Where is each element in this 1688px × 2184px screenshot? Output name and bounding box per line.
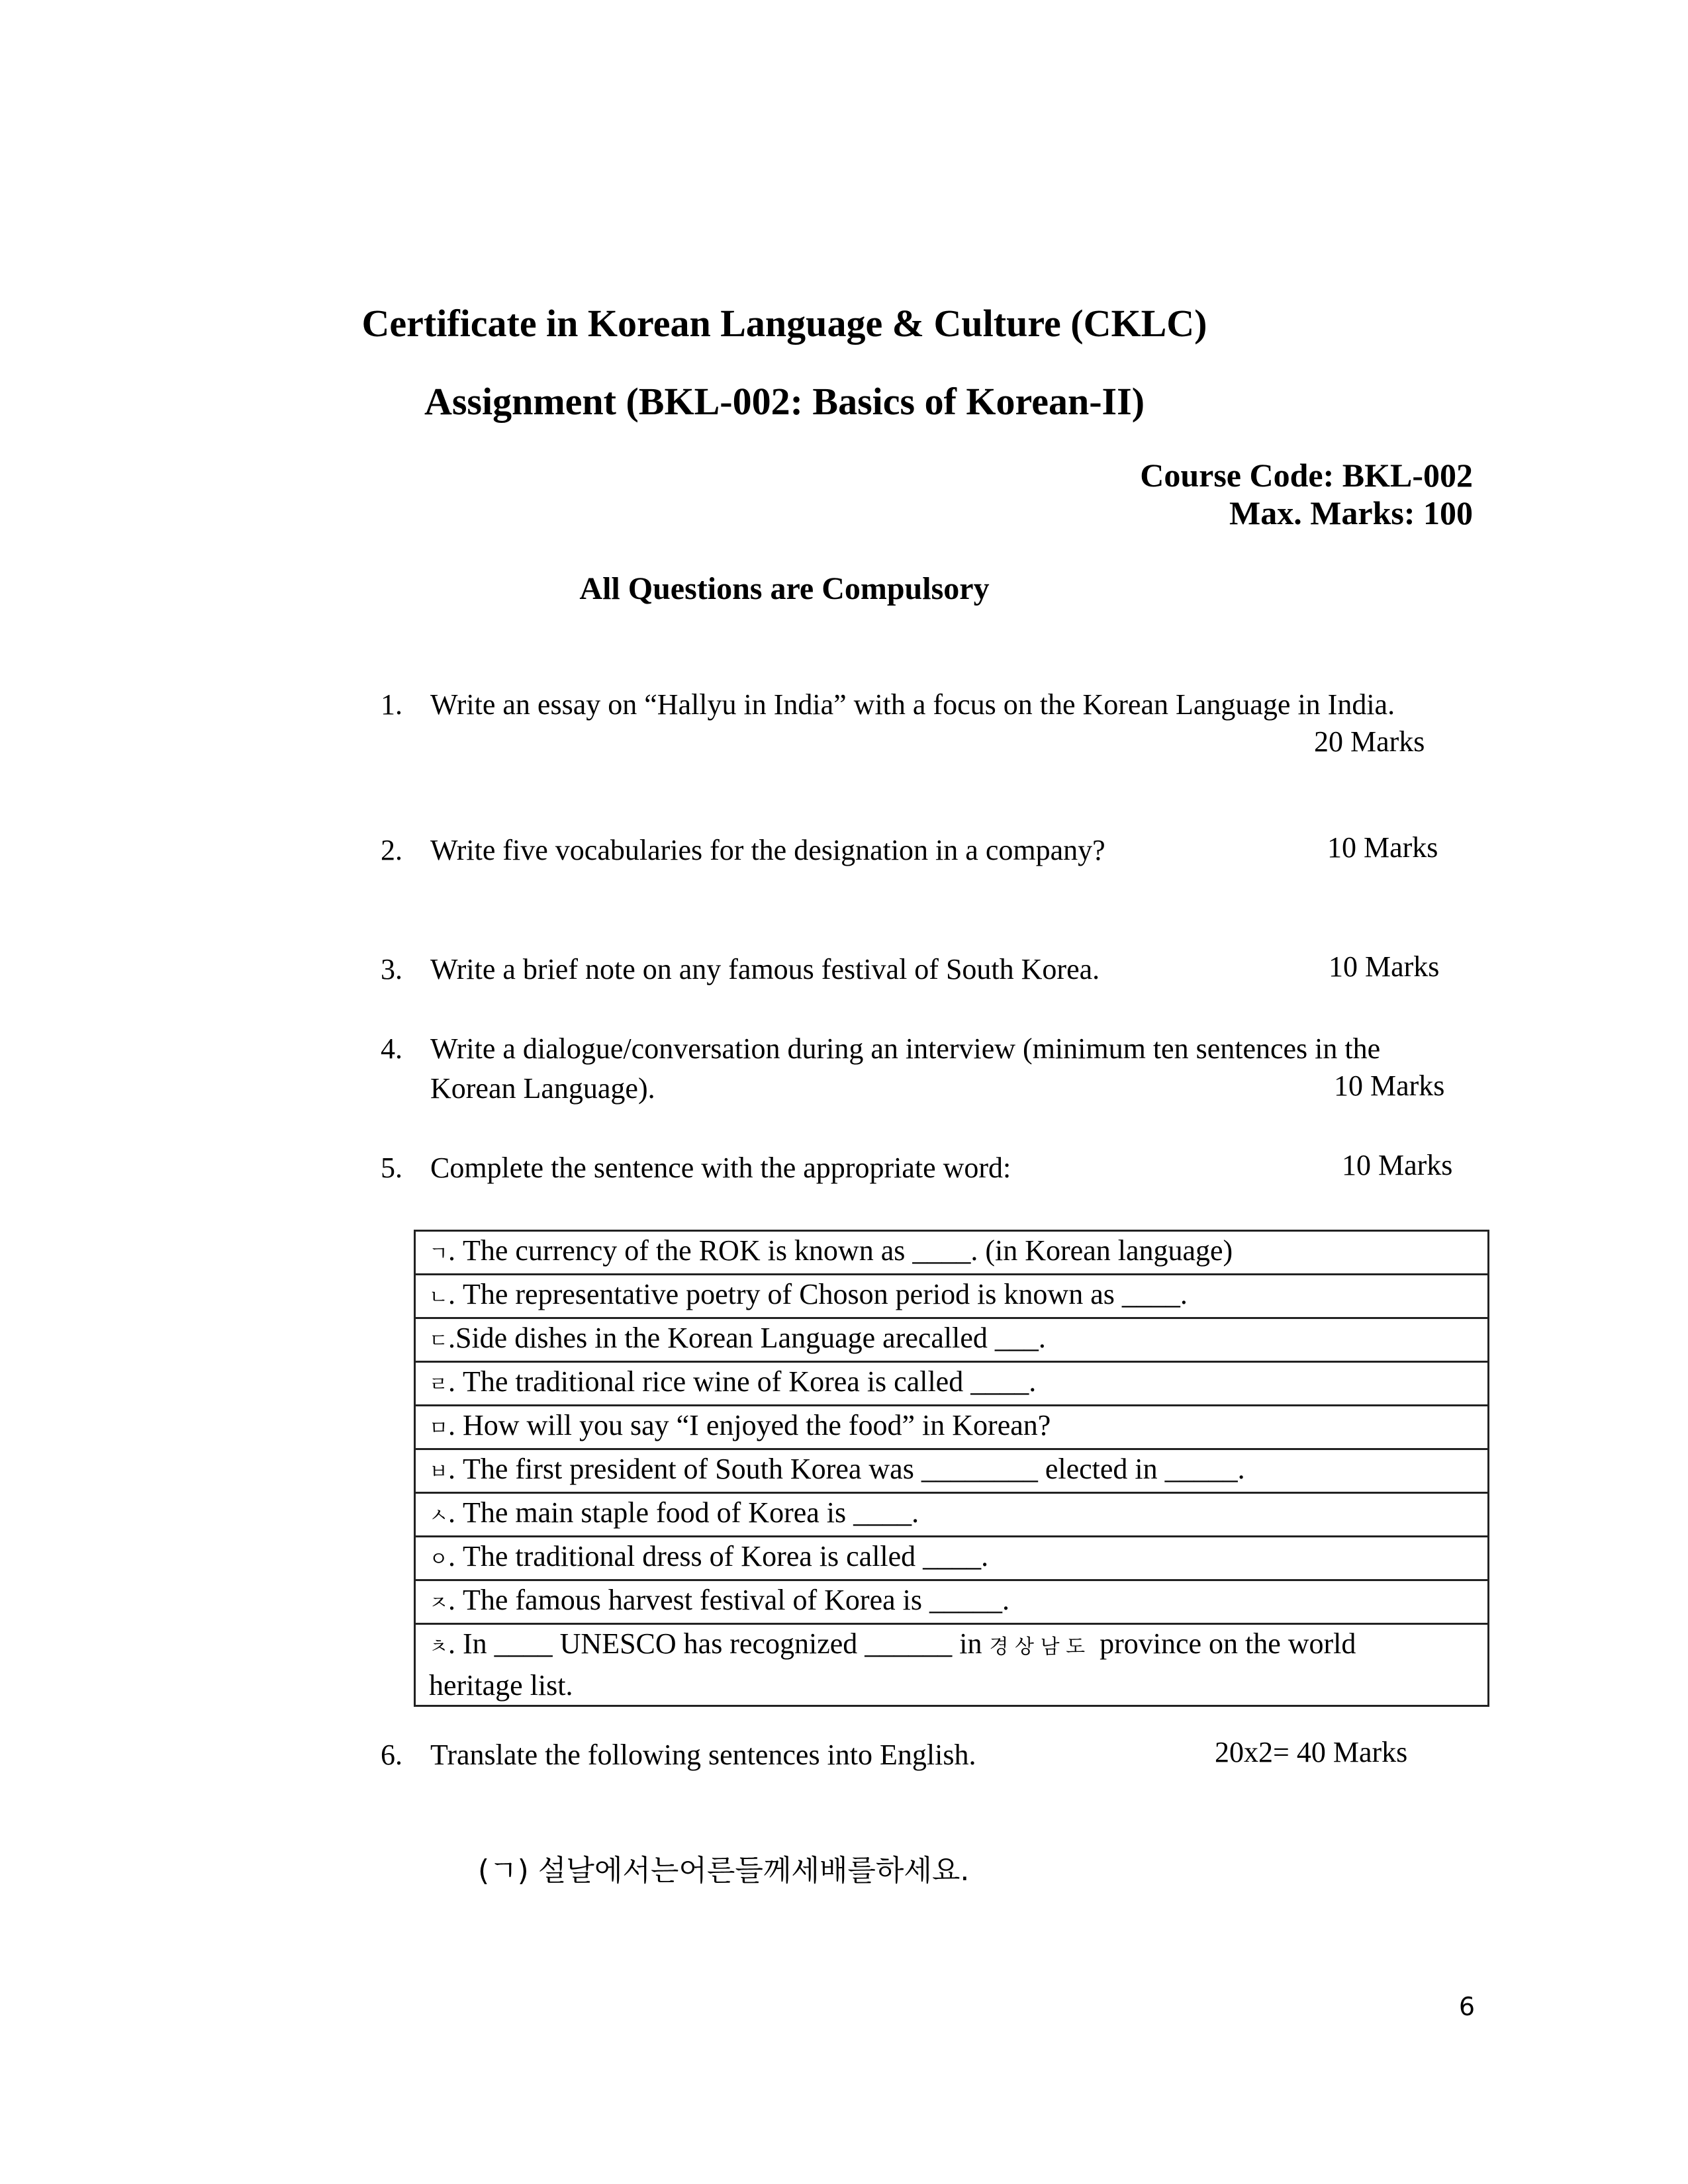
translation-text: 설날에서는어른들께세배를하세요. [538, 1854, 970, 1888]
question-marks: 10 Marks [1342, 1149, 1453, 1181]
question-text: Write a brief note on any famous festival of South Korea. [430, 953, 1100, 985]
question-text-cont: Korean Language). [430, 1072, 655, 1105]
question-number: 6. [381, 1739, 402, 1771]
row-label: ㅇ [429, 1548, 448, 1571]
row-text: . The first president of South Korea was ________ elected in _____. [447, 1453, 1245, 1485]
document-title: Certificate in Korean Language & Culture (CKLC) [361, 302, 1207, 345]
question-number: 4. [381, 1032, 402, 1065]
question-marks: 10 Marks [1329, 950, 1440, 983]
course-meta [1140, 457, 1473, 532]
row-label: ㅈ [429, 1592, 448, 1615]
row-label: ㄴ [429, 1286, 448, 1309]
question-number: 1. [381, 688, 402, 721]
row-text: . The main staple food of Korea is ____. [447, 1496, 919, 1529]
row-text-cont: province on the world [1085, 1627, 1356, 1660]
table-row [415, 1231, 1489, 1275]
row-text: . The famous harvest festival of Korea is _____. [447, 1584, 1009, 1616]
row-text: . The currency of the ROK is known as ____. (in Korean language) [447, 1234, 1233, 1267]
table-row [415, 1449, 1489, 1493]
table-row [415, 1580, 1489, 1624]
row-text-cont2: heritage list. [429, 1669, 573, 1702]
row-label: ㄹ [429, 1373, 448, 1396]
table-row [415, 1493, 1489, 1537]
question-marks: 20x2= 40 Marks [1215, 1736, 1408, 1768]
row-text: . The traditional dress of Korea is called ____. [447, 1540, 989, 1572]
table-row [415, 1362, 1489, 1406]
fill-in-blank-table [414, 1230, 1489, 1707]
row-text: .Side dishes in the Korean Language arecalled ___. [447, 1322, 1046, 1354]
instruction: All Questions are Compulsory [579, 571, 990, 606]
table-row [415, 1275, 1489, 1318]
row-text: . In ____ UNESCO has recognized ______ in [447, 1627, 990, 1660]
question-text: Translate the following sentences into English. [430, 1739, 976, 1771]
max-marks: Max. Marks: 100 [1229, 494, 1473, 531]
row-label: ㅊ [429, 1635, 448, 1659]
course-code: Course Code: BKL-002 [1140, 457, 1473, 494]
document-subtitle: Assignment (BKL-002: Basics of Korean-II) [424, 380, 1145, 423]
row-label: ㅅ [429, 1504, 448, 1527]
question-text: Complete the sentence with the appropriate word: [430, 1152, 1011, 1184]
question-number: 3. [381, 953, 402, 985]
table-row [415, 1318, 1489, 1362]
row-text: . The representative poetry of Choson period is known as ____. [447, 1278, 1188, 1310]
question-number: 5. [381, 1152, 402, 1184]
table-row [415, 1406, 1489, 1449]
question-marks: 10 Marks [1334, 1069, 1445, 1102]
row-text: . The traditional rice wine of Korea is called ____. [447, 1365, 1037, 1398]
korean-province: 경 상 남 도 [989, 1635, 1086, 1659]
table-row [415, 1537, 1489, 1580]
table-row [415, 1624, 1489, 1706]
row-text: . How will you say “I enjoyed the food” in Korean? [447, 1409, 1051, 1441]
question-marks: 20 Marks [1314, 725, 1425, 758]
translation-sentence [478, 1846, 969, 1889]
page-number: 6 [1458, 1992, 1475, 2021]
row-label: ㄷ [429, 1330, 448, 1353]
question-text: Write a dialogue/conversation during an interview (minimum ten sentences in the [430, 1032, 1381, 1065]
question-text: Write five vocabularies for the designation in a company? [430, 834, 1105, 866]
question-marks: 10 Marks [1327, 831, 1438, 864]
question-number: 2. [381, 834, 402, 866]
row-label: ㅂ [429, 1461, 448, 1484]
translation-label: (ㄱ) [478, 1854, 529, 1888]
row-label: ㅁ [429, 1417, 448, 1440]
row-label: ㄱ [429, 1242, 448, 1265]
question-text: Write an essay on “Hallyu in India” with a focus on the Korean Language in India. [430, 688, 1395, 721]
